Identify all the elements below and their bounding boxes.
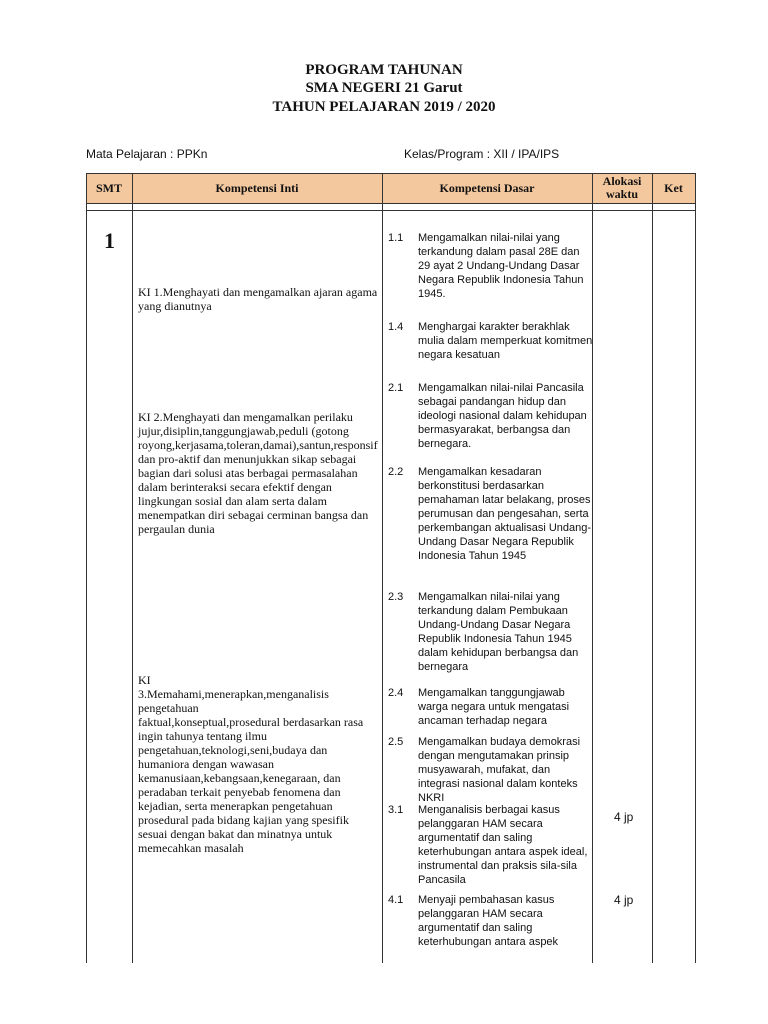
kd-number: 2.5 xyxy=(388,736,404,748)
kd-text: Menyaji pembahasan kasus pelanggaran HAM secara argumentatif dan saling keterhubungan antara aspek xyxy=(418,894,559,948)
kd-text: Mengamalkan nilai-nilai yang terkandung dalam Pembukaan Undang-Undang Dasar Negara Republik Indonesia Tahun 1945 dalam kehidupan berbangsa dan bernegara xyxy=(418,591,579,673)
kd-item xyxy=(388,893,594,949)
kd-text: Mengamalkan kesadaran berkonstitusi berdasarkan pemahaman latar belakang, proses perumusan dan pengesahan, serta perkembangan aktualisasi Undang-Undang Dasar Negara Republik Indonesia Tahun 1945 xyxy=(418,466,592,562)
kd-text: Menganalisis berbagai kasus pelanggaran HAM secara argumentatif dan saling keterhubungan antara aspek ideal, instrumental dan praksis sila-sila Pancasila xyxy=(418,804,588,886)
alokasi-waktu: 4 jp xyxy=(614,893,634,907)
kd-number: 1.1 xyxy=(388,232,404,244)
col-header-alokasi-line1: Alokasi xyxy=(602,174,642,188)
col-header-alokasi xyxy=(592,173,652,203)
kd-number: 4.1 xyxy=(388,894,404,906)
col-header-ki: Kompetensi Inti xyxy=(215,180,299,195)
alokasi-waktu: 4 jp xyxy=(614,810,634,824)
kd-item xyxy=(388,590,594,674)
doc-title-line3: TAHUN PELAJARAN 2019 / 2020 xyxy=(272,99,496,115)
kd-text: Mengamalkan tanggungjawab warga negara untuk mengatasi ancaman terhadap negara xyxy=(418,687,570,727)
kd-number: 1.4 xyxy=(388,321,404,333)
kd-text: Menghargai karakter berakhlak mulia dalam memperkuat komitmen negara kesatuan xyxy=(418,321,593,361)
kd-item xyxy=(388,381,594,451)
col-header-kd: Kompetensi Dasar xyxy=(439,180,535,195)
kd-text: Mengamalkan nilai-nilai yang terkandung dalam pasal 28E dan 29 ayat 2 Undang-Undang Dasar Negara Republik Indonesia Tahun 1945. xyxy=(418,232,584,300)
kd-number: 2.2 xyxy=(388,466,404,478)
col-header-ket: Ket xyxy=(664,180,683,195)
kd-item xyxy=(388,803,594,887)
kd-number: 2.1 xyxy=(388,382,404,394)
semester-number: 1 xyxy=(104,228,115,253)
kd-item xyxy=(388,686,594,728)
class-program-label: Kelas/Program : XII / IPA/IPS xyxy=(404,147,560,161)
doc-title-line2: SMA NEGERI 21 Garut xyxy=(305,80,463,96)
kd-item xyxy=(388,735,594,805)
col-header-alokasi-line2: waktu xyxy=(605,187,638,201)
kd-number: 2.4 xyxy=(388,687,404,699)
ki-3: KI 3.Memahami,menerapkan,menganalisis pengetahuan faktual,konseptual,prosedural berdasarkan rasa ingin tahunya tentang ilmu pengetahuan,teknologi,seni,budaya dan humaniora dengan wawasan kemanusiaan,kebangsaan,kenegaraan, dan peradaban terkait penyebab fenomena dan kejadian, serta menerapkan pengetahuan prosedural pada bidang kajian yang spesifik sesuai dengan bakat dan minatnya untuk memecahkan masalah xyxy=(138,673,364,855)
kd-number: 3.1 xyxy=(388,804,404,816)
kd-number: 2.3 xyxy=(388,591,404,603)
kd-item xyxy=(388,465,594,563)
kd-text: Mengamalkan budaya demokrasi dengan mengutamakan prinsip musyawarah, mufakat, dan integrasi nasional dalam konteks NKRI xyxy=(418,736,581,804)
col-header-smt: SMT xyxy=(95,180,122,195)
ki-1: KI 1.Menghayati dan mengamalkan ajaran agama yang dianutnya xyxy=(138,285,378,313)
doc-title-line1: PROGRAM TAHUNAN xyxy=(305,62,463,78)
ki-2: KI 2.Menghayati dan mengamalkan perilaku jujur,disiplin,tanggungjawab,peduli (gotong royong,kerjasama,toleran,damai),santun,responsif dan pro-aktif dan menunjukkan sikap sebagai bagian dari solusi atas berbagai permasalahan dalam berinteraksi secara efektif dengan lingkungan sosial dan alam serta dalam menempatkan diri sebagai cerminan bangsa dan pergaulan dunia xyxy=(138,410,378,536)
kd-item xyxy=(388,231,594,301)
kd-text: Mengamalkan nilai-nilai Pancasila sebagai pandangan hidup dan ideologi nasional dalam kehidupan bermasyarakat, berbangsa dan bernegara. xyxy=(418,382,587,450)
subject-label: Mata Pelajaran : PPKn xyxy=(86,147,208,161)
kd-item xyxy=(388,320,594,362)
